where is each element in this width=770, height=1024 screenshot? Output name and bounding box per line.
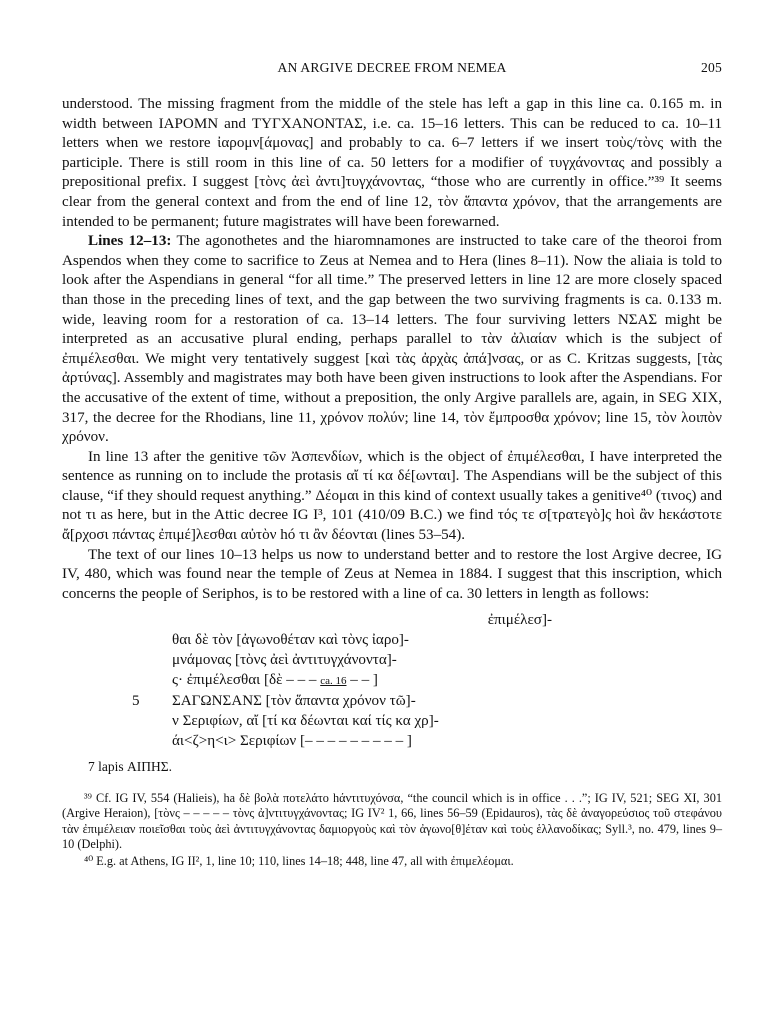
line-number: 5 bbox=[132, 693, 140, 710]
paragraph-1: understood. The missing fragment from the middle of the stele has left a gap in this line ca. 0.165 m. in width between ΙΑΡΟΜΝ and ΤΥΓΧΑΝΟΝΤΑΣ, i.e. ca. 15–16 letters. This can be reduced to ca. 10–11 letters when we restore ἰαρομν[άμονας] and probably to ca. 6–7 letters if we insert τοὺς/τὸνς with the participle. There is still room in this line of ca. 50 letters for a modifier of τυγχάνοντας and possibly a prepositional prefix. I suggest [τὸνς ἀεὶ ἀντι]τυγχάνοντας, “those who are currently in office.”³⁹ It seems clear from the general context and from the end of line 12, τὸν ἅπαντα χρόνον, that the arrangements are intended to be permanent; future magistrates will have been forewarned. bbox=[62, 96, 722, 230]
main-text bbox=[62, 95, 722, 869]
inscription-line-part: – – ] bbox=[350, 672, 378, 689]
inscription-line: ἐπιμέλεσ]- bbox=[487, 612, 552, 629]
running-title: AN ARGIVE DECREE FROM NEMEA bbox=[277, 60, 507, 75]
inscription-text bbox=[62, 610, 552, 751]
inscription-line: μνάμονας [τὸνς ἀεὶ ἀντιτυγχάνοντα]- bbox=[172, 652, 397, 669]
inscription-line: θαι δὲ τὸν [ἀγωνοθέταν καὶ τὸνς ἰαρο]- bbox=[172, 632, 409, 649]
footnote-39: ³⁹ Cf. IG IV, 554 (Halieis), ha δὲ βολὰ ποτελάτο hάντιτυχόνσα, “the council which is in office . . .”; IG IV, 521; SEG XI, 301 (Argive Heraion), [τὸνς – – – – – τὸνς ἀ]ντιτυγχάνοντας; IG IV² 1, 66, lines 56–59 (Epidauros), τὰς δὲ ἀναγορεύσιος τοῦ στεφάνου τὰν ἐπιμέλειαν ποιεῖσθαι τοὺς ἀεὶ ἀντιτυγχάνοντας δαμιοργοὺς καὶ τὸν ἀγωνο[θ]έταν καὶ τοὺς ἑλλανοδίκας; Syll.³, no. 479, lines 9–10 (Delphi). bbox=[62, 791, 722, 852]
paragraph-2-label: Lines 12–13: bbox=[88, 233, 172, 250]
inscription-line-part: ΣΑΓΩΝΣΑΝΣ [τὸν ἅπαντα χρόνον τῶ]- bbox=[172, 693, 416, 710]
inscription-line: ν Σεριφίων, αἴ [τί κα δέωνται καί τίς κα χρ]- bbox=[172, 713, 439, 730]
inscription-line-part: ς· ἐπιμέλεσθαι [δὲ – – – bbox=[172, 672, 317, 689]
paragraph-3: In line 13 after the genitive τῶν Ἀσπενδίων, which is the object of ἐπιμέλεσθαι, I have interpreted the sentence as running on to include the protasis αἴ τί κα δέ[ωνται]. The Aspendians will be the subject of this clause, “if they should request anything.” Δέομαι in this kind of context usually takes a genitive⁴⁰ (τινος) and not τι as here, but in the Attic decree IG I³, 101 (410/09 B.C.) we find τός τε σ[τρατεγὸ]ς hoὶ ἂν hεκάστοτε ἄ[ρχοσι πάντας ἐπιμέ]λεσθαι αὐτὸν hó τι ἂν δέονται (lines 53–54). bbox=[62, 448, 722, 544]
paragraph-2 bbox=[62, 232, 722, 448]
footnote-40: ⁴⁰ E.g. at Athens, IG II², 1, line 10; 110, lines 14–18; 448, line 47, all with ἐπιμελέομαι. bbox=[84, 853, 514, 868]
inscription-line bbox=[132, 691, 552, 711]
letter-count-note: ca. 16 bbox=[320, 675, 347, 688]
lapis-note: 7 lapis ΑΙΠΗΣ. bbox=[88, 759, 172, 775]
page-number: 205 bbox=[701, 60, 722, 75]
paragraph-2-text: The agonothetes and the hiaromnamones are instructed to take care of the theoroi from Aspendos when they come to sacrifice to Zeus at Nemea and to Hera (lines 8–11). Now the aliaia is told to look after the Aspendians in general “for all time.” The preserved letters in line 12 are more closely spaced than those in the preceding lines of text, and the gap between the two surviving fragments is ca. 0.133 m. wide, leaving room for a restoration of ca. 13–14 letters. The four surviving letters ΝΣΑΣ might be interpreted as an accusative plural ending, perhaps parallel to τὰν ἀλιαίαν which is the subject of ἐπιμέλεσθαι. We might very tentatively suggest [καὶ τὰς ἀρχὰς ἀπά]νσας, or as C. Kritzas suggests, [τὰς ἀρτύνας]. Assembly and magistrates may both have been given instructions to look after the Aspendians. For the accusative of the extent of time, without a preposition, the only Argive parallels are, again, in SEG XIX, 317, the decree for the Rhodians, line 11, χρόνον πολύν; line 14, τὸν ἔμπροσθα χρόνον; line 15, τὸν λοιπὸν χρόνον. bbox=[62, 233, 723, 446]
paragraph-4: The text of our lines 10–13 helps us now to understand better and to restore the lost Argive decree, IG IV, 480, which was found near the temple of Zeus at Nemea in 1884. I suggest that this inscription, which concerns the people of Seriphos, is to be restored with a line of ca. 30 letters in length as follows: bbox=[62, 546, 722, 602]
inscription-line: άι<ζ>η<ι> Σεριφίων [– – – – – – – – – ] bbox=[172, 733, 412, 750]
inscription-line bbox=[172, 670, 552, 691]
